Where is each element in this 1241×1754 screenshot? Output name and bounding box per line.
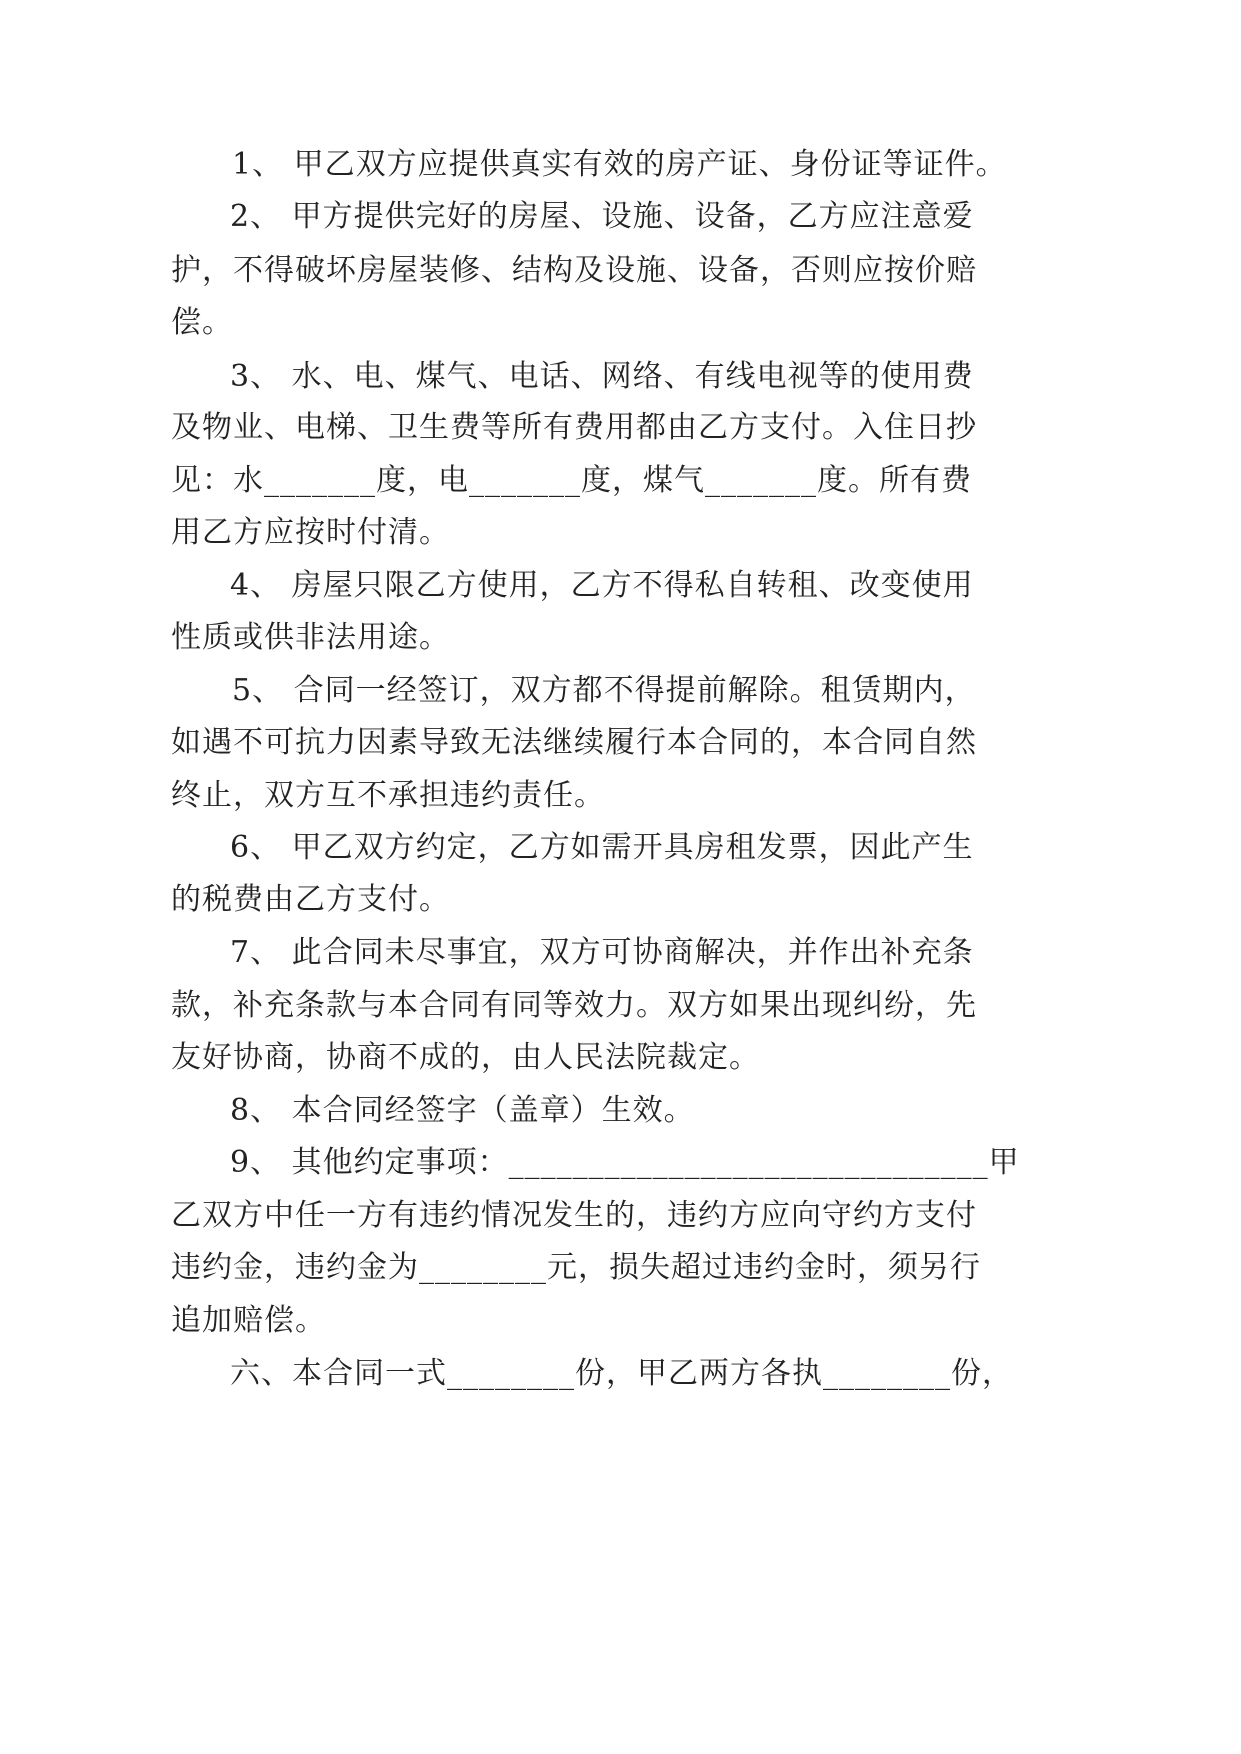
clause-7-line-1: 7、 此合同未尽事宜，双方可协商解决，并作出补充条	[230, 935, 974, 970]
clause-1-line-1: 1、 甲乙双方应提供真实有效的房产证、身份证等证件。	[232, 147, 1007, 182]
clause-7-line-2: 款，补充条款与本合同有同等效力。双方如果出现纠纷，先	[171, 988, 977, 1023]
clause-8-line-1: 8、 本合同经签字（盖章）生效。	[230, 1093, 695, 1128]
clause-3-line-1: 3、 水、电、煤气、电话、网络、有线电视等的使用费	[230, 359, 974, 394]
clause-2-line-1: 2、 甲方提供完好的房屋、设施、设备，乙方应注意爱	[230, 199, 974, 234]
section-6-line-1: 六、本合同一式________份，甲乙两方各执________份，	[230, 1356, 1013, 1391]
clause-5-line-3: 终止，双方互不承担违约责任。	[171, 778, 605, 813]
clause-6-line-2: 的税费由乙方支付。	[171, 882, 450, 917]
clause-3-line-4: 用乙方应按时付清。	[171, 515, 450, 550]
clause-4-line-2: 性质或供非法用途。	[171, 620, 450, 655]
clause-7-line-3: 友好协商，协商不成的，由人民法院裁定。	[171, 1040, 760, 1075]
clause-3-line-3: 见：水_______度，电_______度，煤气_______度。所有费	[171, 463, 972, 498]
clause-3-line-2: 及物业、电梯、卫生费等所有费用都由乙方支付。入住日抄	[171, 410, 977, 445]
clause-5-line-1: 5、 合同一经签订，双方都不得提前解除。租赁期内，	[232, 673, 976, 708]
clause-9-line-3: 违约金，违约金为________元，损失超过违约金时，须另行	[171, 1250, 981, 1285]
clause-6-line-1: 6、 甲乙双方约定，乙方如需开具房租发票，因此产生	[230, 830, 974, 865]
clause-2-line-2: 护，不得破坏房屋装修、结构及设施、设备，否则应按价赔	[171, 253, 977, 288]
clause-9-line-4: 追加赔偿。	[171, 1303, 326, 1338]
clause-2-line-3: 偿。	[171, 305, 233, 340]
clause-9-line-2: 乙双方中任一方有违约情况发生的，违约方应向守约方支付	[171, 1198, 977, 1233]
clause-4-line-1: 4、 房屋只限乙方使用，乙方不得私自转租、改变使用	[230, 568, 974, 603]
clause-5-line-2: 如遇不可抗力因素导致无法继续履行本合同的，本合同自然	[171, 725, 977, 760]
clause-9-line-1: 9、 其他约定事项：______________________________甲	[230, 1145, 1020, 1180]
